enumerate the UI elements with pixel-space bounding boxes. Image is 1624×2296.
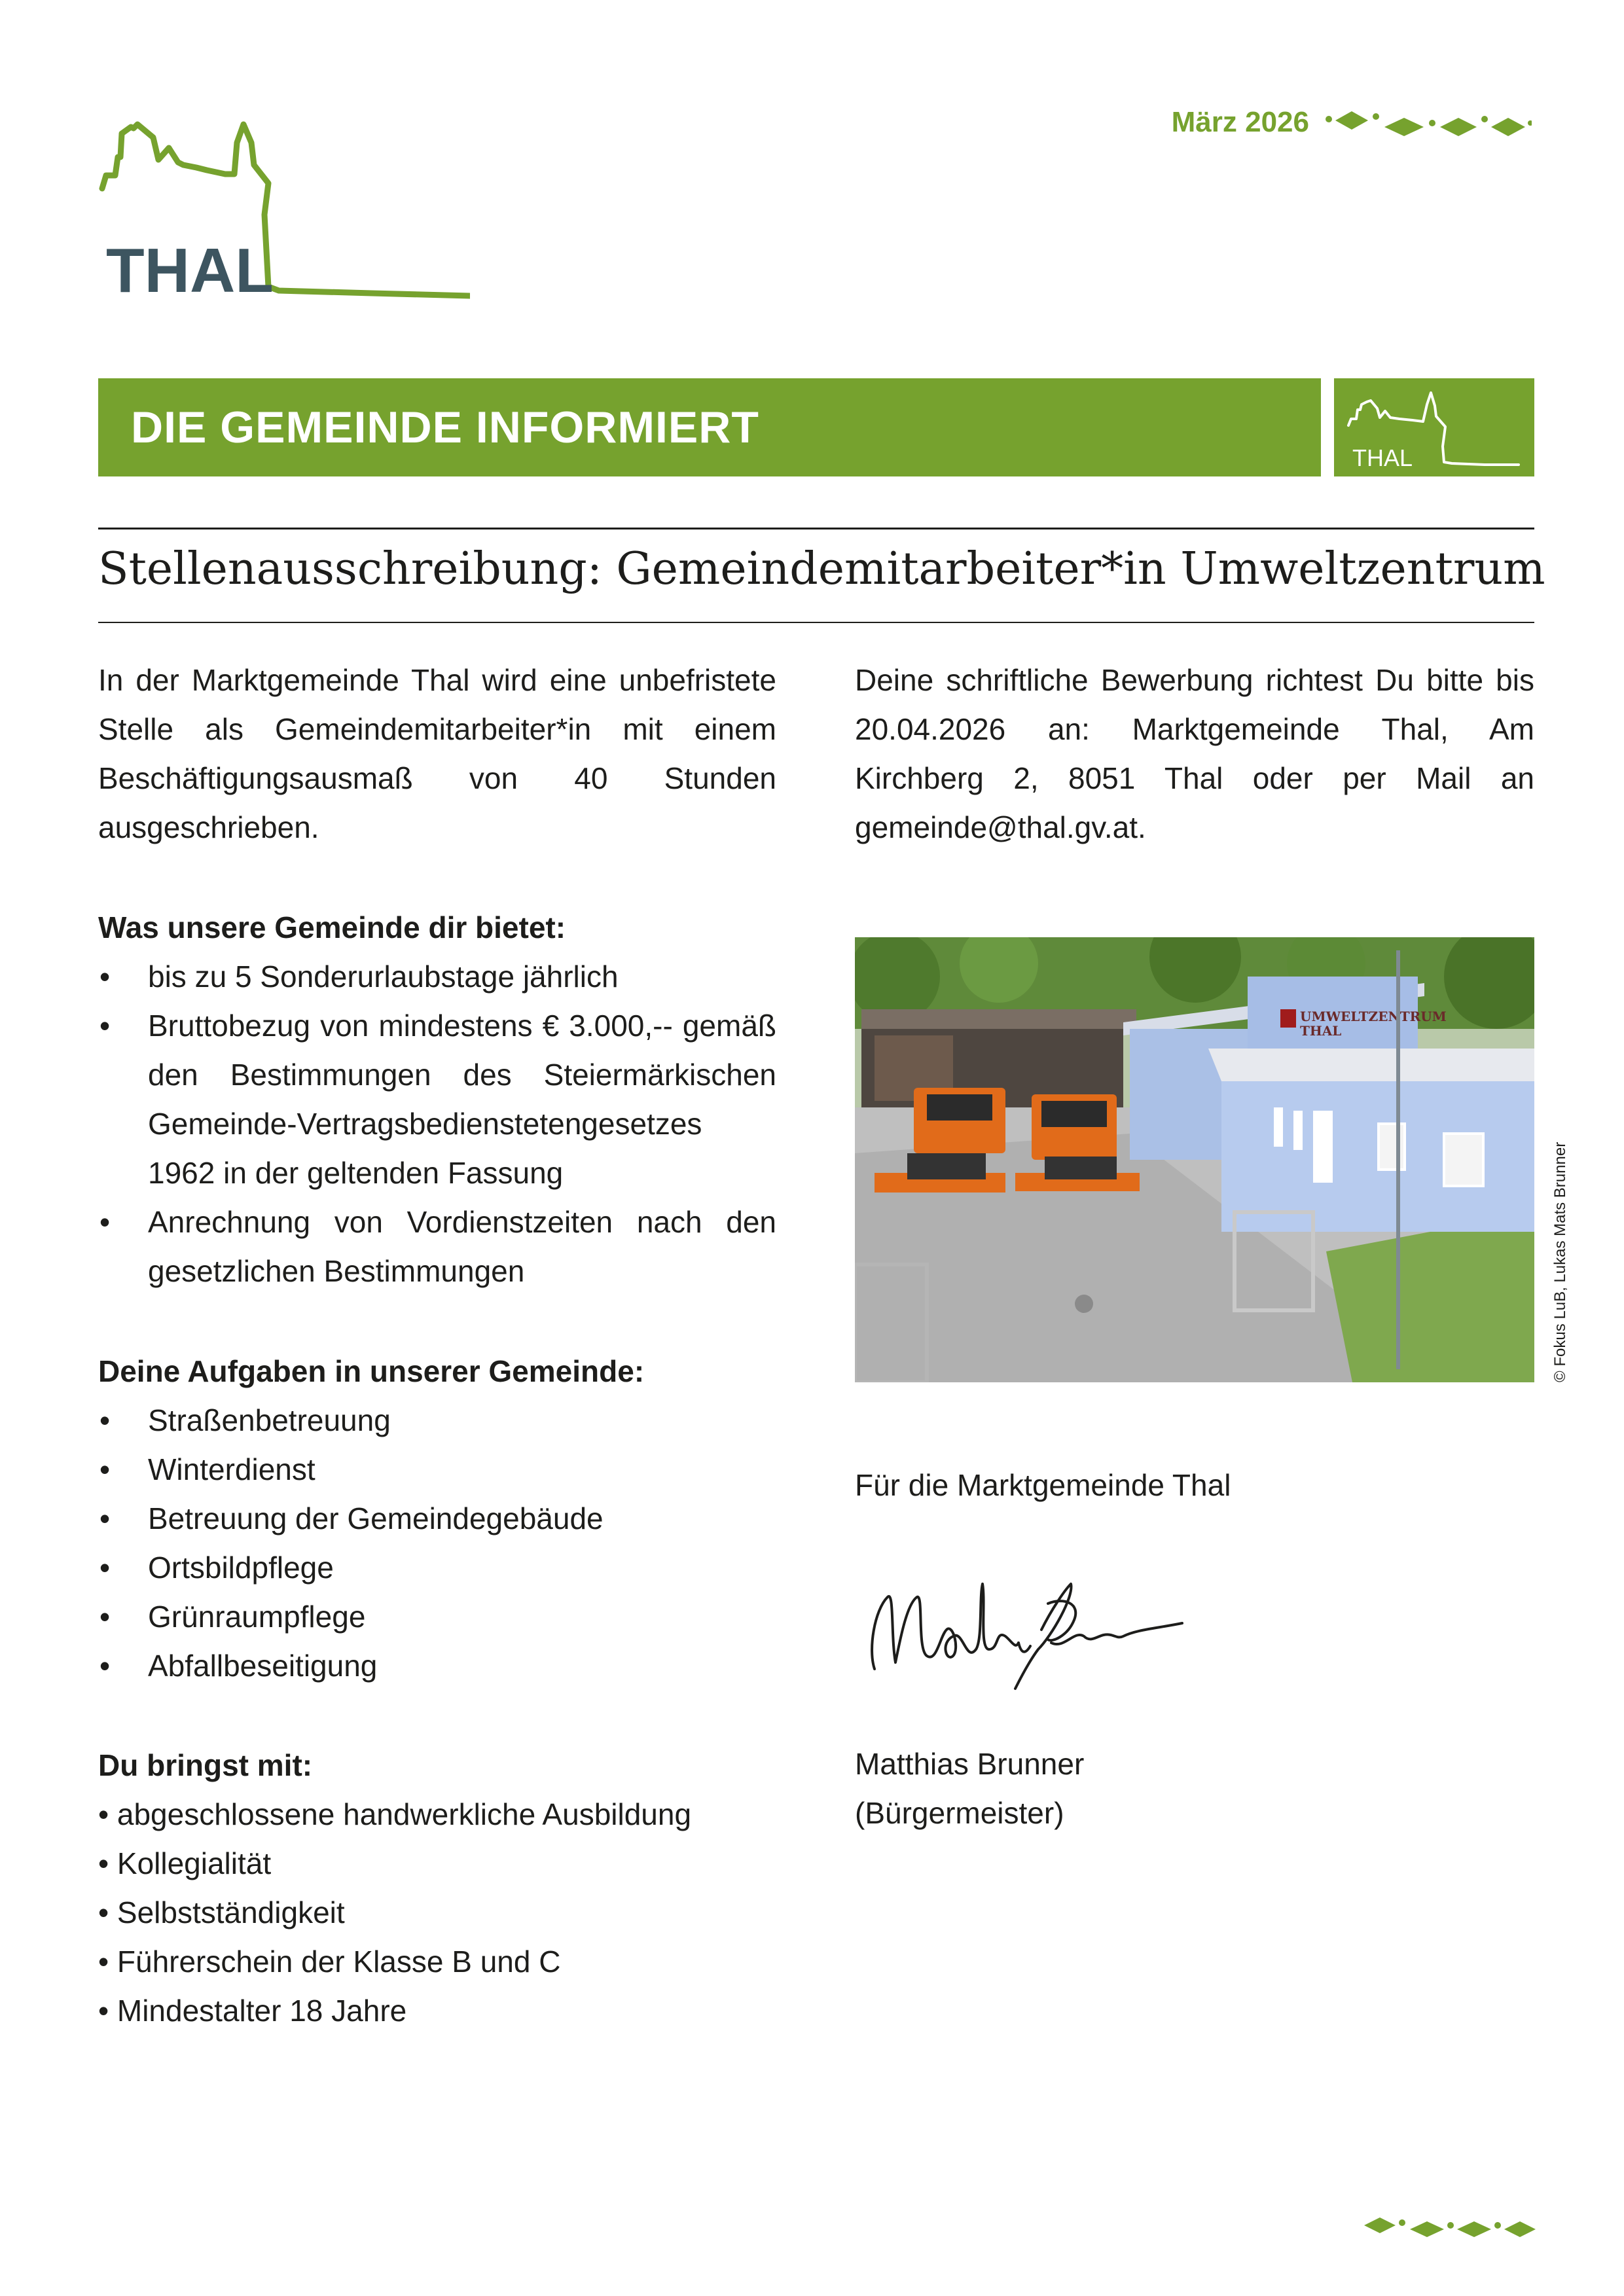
photo-illustration [855, 937, 1534, 1382]
signer-block [855, 1740, 1084, 1838]
list-item: • Selbstständigkeit [98, 1895, 345, 1929]
list-item: • Ortsbildpflege [99, 1551, 334, 1585]
list-item: • Straßenbetreuung [99, 1403, 391, 1437]
list-item: • Abfallbeseitigung [99, 1649, 378, 1683]
requirements-heading: Du bringst mit: [98, 1748, 313, 1782]
issue-date: März 2026 [1171, 106, 1309, 138]
building-sign-line2: THAL [1300, 1023, 1342, 1039]
signer-role: (Bürgermeister) [855, 1796, 1064, 1830]
building-sign-line1: UMWELTZENTRUM [1300, 1009, 1447, 1024]
signer-name: Matthias Brunner [855, 1747, 1085, 1781]
list-item: • Anrechnung von Vordienstzeiten nach den gesetzlichen Bestimmungen [99, 1205, 776, 1288]
thal-logo [97, 97, 470, 306]
signature-for: Für die Marktgemeinde Thal [855, 1468, 1231, 1502]
list-item: • abgeschlossene handwerkliche Ausbildung [98, 1797, 692, 1831]
application-paragraph: Deine schriftliche Bewerbung richtest Du bitte bis 20.04.2026 an: Marktgemeinde Thal, Am Kirchberg 2, 8051 Thal oder per Mail an gemeinde@thal.gv.at. [855, 663, 1534, 844]
list-item: • Bruttobezug von mindestens € 3.000,-- gemäß den Bestimmungen des Steiermärkischen Gemeinde-Vertragsbedienstetengesetzes 1962 in der geltenden Fassung [99, 1009, 776, 1190]
banner-logo [1334, 378, 1534, 476]
offers-section [98, 903, 776, 1296]
offers-list [98, 952, 776, 1296]
list-item: • Kollegialität [98, 1846, 272, 1880]
tasks-list [98, 1396, 776, 1691]
list-item: • Grünraumpflege [99, 1600, 366, 1634]
section-banner [98, 378, 1321, 476]
list-item: • Winterdienst [99, 1452, 316, 1486]
list-item: • Betreuung der Gemeindegebäude [99, 1501, 604, 1535]
list-item: • Mindestalter 18 Jahre [98, 1994, 407, 2028]
handwritten-signature [855, 1558, 1195, 1702]
logo-text: THAL [106, 236, 274, 306]
tasks-section [98, 1347, 776, 1691]
requirements-list [98, 1790, 776, 2036]
thal-small-logo-icon [1334, 378, 1534, 476]
list-item: • Führerschein der Klasse B und C [98, 1945, 561, 1979]
banner-title: DIE GEMEINDE INFORMIERT [131, 403, 759, 452]
list-item: • bis zu 5 Sonderurlaubstage jährlich [99, 960, 619, 994]
diamond-ornament-icon [1322, 105, 1532, 144]
requirements-section [98, 1741, 776, 2036]
intro-paragraph: In der Marktgemeinde Thal wird eine unbefristete Stelle als Gemeindemitarbeiter*in mit einem Beschäftigungsausmaß von 40 Stunden ausgeschrieben. [98, 663, 776, 844]
article-title: Stellenausschreibung: Gemeindemitarbeiter*in Umweltzentrum [98, 543, 1545, 595]
offers-heading: Was unsere Gemeinde dir bietet: [98, 910, 566, 944]
title-rule-bottom [98, 622, 1534, 623]
umweltzentrum-photo [855, 937, 1534, 1382]
tasks-heading: Deine Aufgaben in unserer Gemeinde: [98, 1354, 645, 1388]
diamond-ornament-icon [1355, 2211, 1538, 2244]
svg-text:THAL: THAL [1352, 444, 1413, 471]
title-rule-top [98, 528, 1534, 529]
photo-credit: © Fokus LuB, Lukas Mats Brunner [1551, 1141, 1569, 1382]
